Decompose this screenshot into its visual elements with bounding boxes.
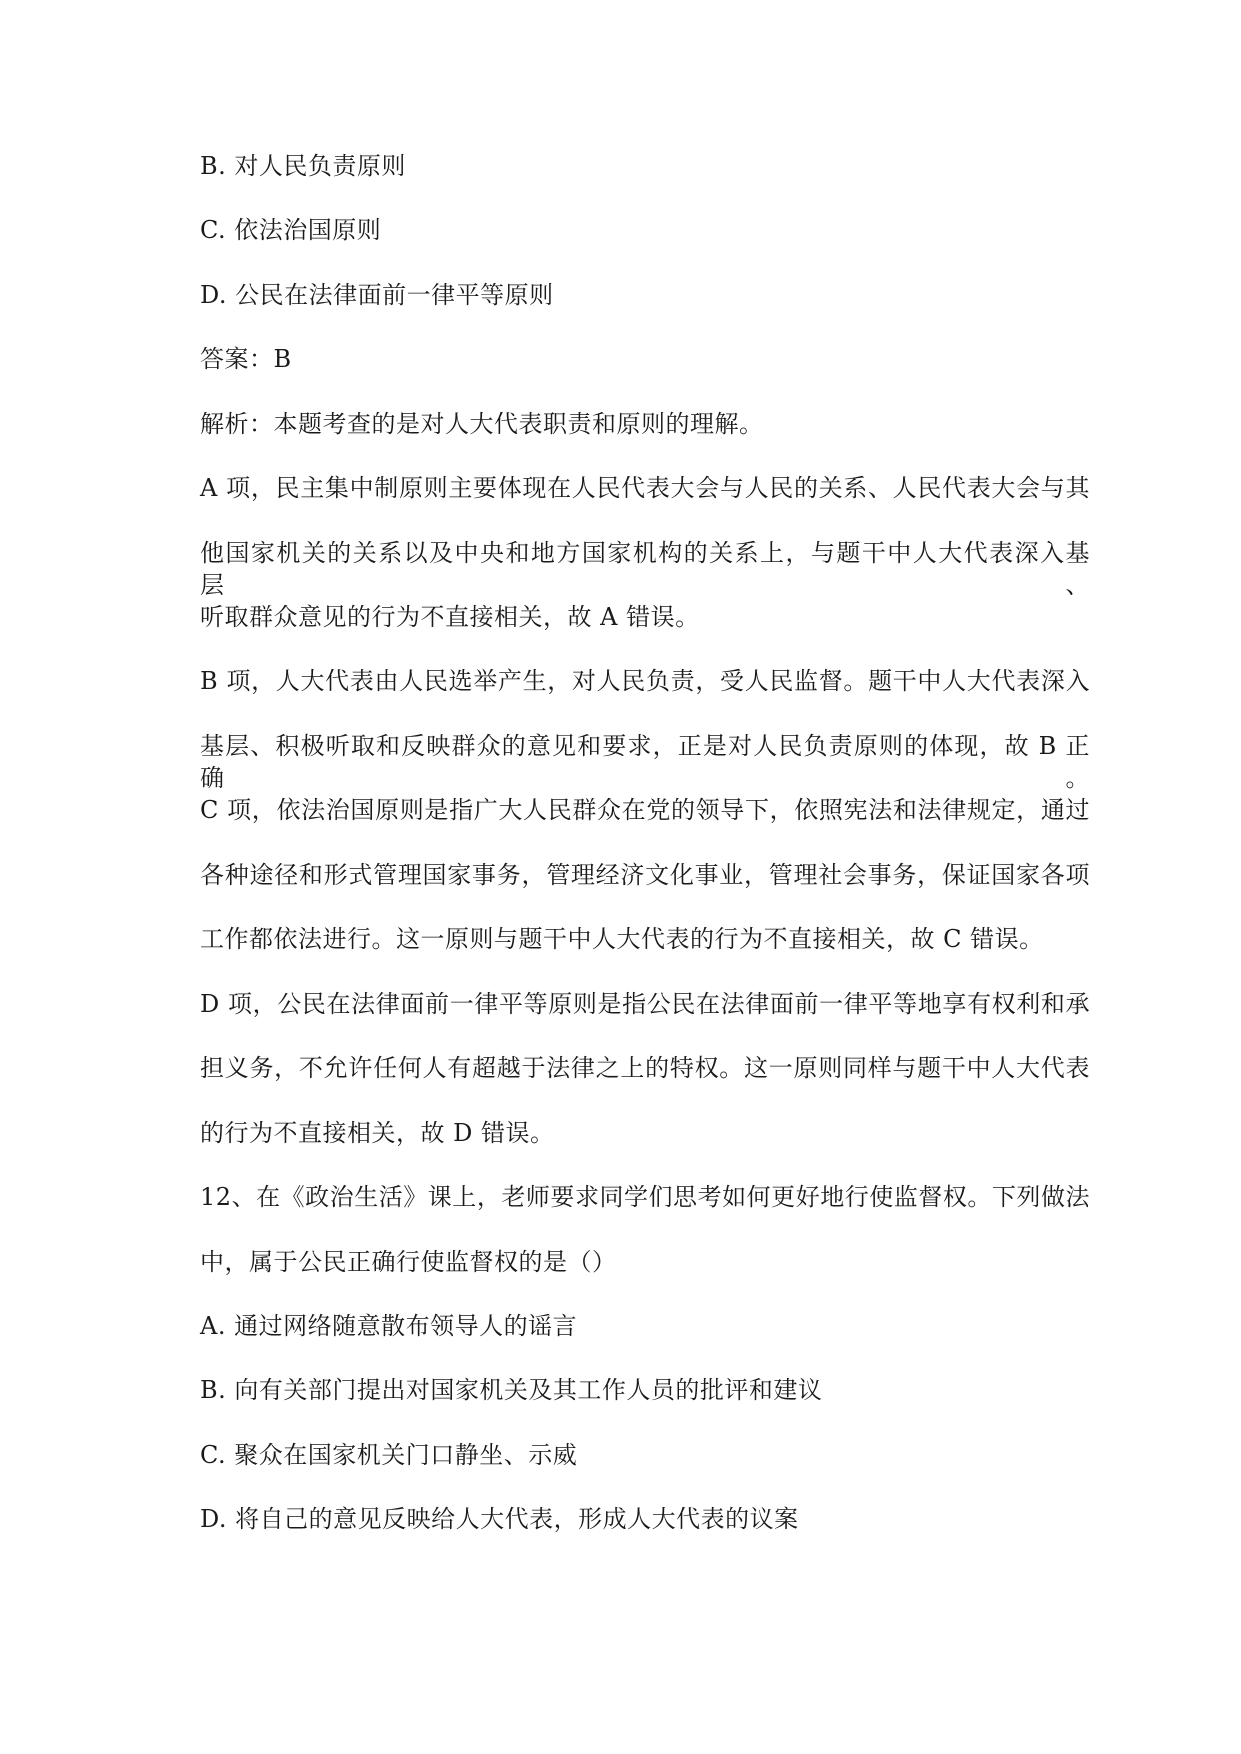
analysis-a-line-2: 他国家机关的关系以及中央和地方国家机构的关系上，与题干中人大代表深入基层、 — [200, 539, 1090, 599]
question-12-line-2: 中，属于公民正确行使监督权的是（） — [200, 1248, 617, 1276]
answer-line: 答案：B — [200, 345, 292, 373]
analysis-b-line-1: B 项，人大代表由人民选举产生，对人民负责，受人民监督。题干中人大代表深入 — [200, 667, 1090, 695]
option-b-prev: B. 对人民负责原则 — [200, 152, 406, 180]
analysis-d-line-2: 担义务，不允许任何人有超越于法律之上的特权。这一原则同样与题干中人大代表 — [200, 1054, 1090, 1082]
question-12-option-a: A. 通过网络随意散布领导人的谣言 — [200, 1312, 578, 1340]
analysis-intro: 解析：本题考查的是对人大代表职责和原则的理解。 — [200, 410, 764, 438]
analysis-a-line-1: A 项，民主集中制原则主要体现在人民代表大会与人民的关系、人民代表大会与其 — [200, 474, 1090, 502]
analysis-c-line-1: C 项，依法治国原则是指广大人民群众在党的领导下，依照宪法和法律规定，通过 — [200, 796, 1090, 824]
analysis-b-line-2: 基层、积极听取和反映群众的意见和要求，正是对人民负责原则的体现，故 B 正确。 — [200, 732, 1090, 792]
analysis-d-line-1: D 项，公民在法律面前一律平等原则是指公民在法律面前一律平等地享有权利和承 — [200, 990, 1090, 1018]
analysis-d-line-3: 的行为不直接相关，故 D 错误。 — [200, 1119, 555, 1147]
question-12-line-1: 12、在《政治生活》课上，老师要求同学们思考如何更好地行使监督权。下列做法 — [200, 1183, 1090, 1211]
question-12-option-d: D. 将自己的意见反映给人大代表，形成人大代表的议案 — [200, 1505, 799, 1533]
analysis-c-line-3: 工作都依法进行。这一原则与题干中人大代表的行为不直接相关，故 C 错误。 — [200, 925, 1044, 953]
analysis-a-line-3: 听取群众意见的行为不直接相关，故 A 错误。 — [200, 603, 700, 631]
question-12-option-b: B. 向有关部门提出对国家机关及其工作人员的批评和建议 — [200, 1376, 823, 1404]
option-c-prev: C. 依法治国原则 — [200, 216, 382, 244]
option-d-prev: D. 公民在法律面前一律平等原则 — [200, 281, 554, 309]
question-12-option-c: C. 聚众在国家机关门口静坐、示威 — [200, 1441, 578, 1469]
analysis-c-line-2: 各种途径和形式管理国家事务，管理经济文化事业，管理社会事务，保证国家各项 — [200, 861, 1090, 889]
